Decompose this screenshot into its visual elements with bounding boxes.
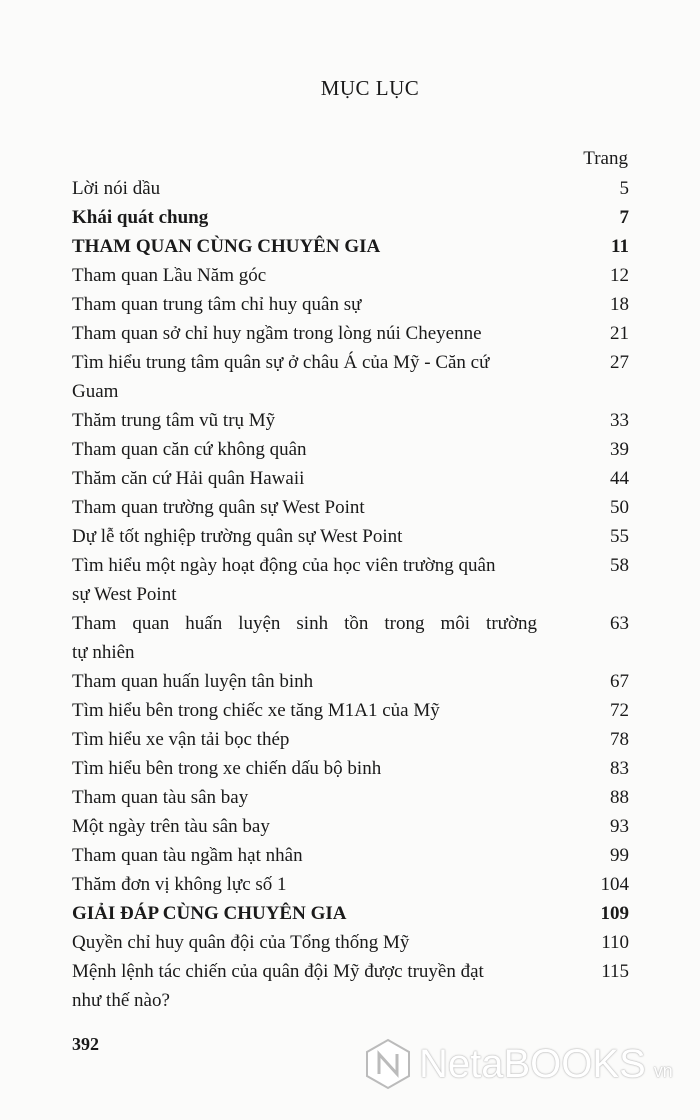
toc-entry-page: 104 bbox=[600, 874, 629, 895]
toc-entry-page: 63 bbox=[610, 613, 629, 634]
toc-entry-page: 50 bbox=[610, 497, 629, 518]
toc-entry bbox=[72, 232, 629, 261]
toc-entry-page: 110 bbox=[601, 932, 629, 953]
toc-entry-title: Quyền chỉ huy quân đội của Tổng thống Mỹ bbox=[72, 932, 410, 953]
toc-entry bbox=[72, 348, 629, 406]
toc-entry-title: Tìm hiểu trung tâm quân sự ở châu Á của Mỹ - Căn cứ bbox=[72, 352, 490, 373]
toc-entry bbox=[72, 870, 629, 899]
toc-entry-page: 11 bbox=[611, 236, 629, 257]
toc-entry-page: 93 bbox=[610, 816, 629, 837]
toc-entry-title: GIẢI ĐÁP CÙNG CHUYÊN GIA bbox=[72, 903, 347, 924]
toc-entry-title: Tham quan Lầu Năm góc bbox=[72, 265, 267, 286]
toc-entry bbox=[72, 841, 629, 870]
toc-entry-page: 21 bbox=[610, 323, 629, 344]
toc-entry-page: 18 bbox=[610, 294, 629, 315]
toc-entry-page: 58 bbox=[610, 555, 629, 576]
toc-entry bbox=[72, 174, 629, 203]
toc-entry-title-continued: tự nhiên bbox=[72, 642, 135, 663]
toc-entry-title: Tìm hiểu một ngày hoạt động của học viên trường quân bbox=[72, 555, 496, 576]
toc-entry-title: Tìm hiểu xe vận tải bọc thép bbox=[72, 729, 290, 750]
toc-entry-page: 12 bbox=[610, 265, 629, 286]
toc-entry-page: 44 bbox=[610, 468, 629, 489]
toc-entry bbox=[72, 957, 629, 1015]
toc-entry bbox=[72, 522, 629, 551]
toc-entry-page: 27 bbox=[610, 352, 629, 373]
toc-entry bbox=[72, 696, 629, 725]
toc-entry bbox=[72, 435, 629, 464]
toc-entry bbox=[72, 667, 629, 696]
toc-entry-page: 99 bbox=[610, 845, 629, 866]
toc-entry bbox=[72, 725, 629, 754]
watermark-logo bbox=[365, 1038, 673, 1090]
toc-entry bbox=[72, 290, 629, 319]
table-of-contents bbox=[72, 174, 629, 1015]
toc-entry-title: Tham quan trung tâm chỉ huy quân sự bbox=[72, 294, 362, 315]
toc-entry-title: Tìm hiểu bên trong xe chiến dấu bộ binh bbox=[72, 758, 382, 779]
toc-entry-page: 78 bbox=[610, 729, 629, 750]
toc-entry bbox=[72, 812, 629, 841]
toc-entry-title: Tham quan sở chỉ huy ngầm trong lòng núi Cheyenne bbox=[72, 323, 482, 344]
toc-entry-title-continued: Guam bbox=[72, 381, 119, 402]
watermark-brand: NetaBOOKS bbox=[419, 1041, 646, 1086]
page-column-label: Trang bbox=[583, 148, 628, 169]
toc-entry-page: 72 bbox=[610, 700, 629, 721]
toc-entry-page: 83 bbox=[610, 758, 629, 779]
toc-entry-page: 55 bbox=[610, 526, 629, 547]
page-number: 392 bbox=[72, 1034, 99, 1054]
toc-entry bbox=[72, 261, 629, 290]
toc-entry bbox=[72, 319, 629, 348]
toc-entry bbox=[72, 609, 629, 667]
toc-entry bbox=[72, 203, 629, 232]
toc-entry bbox=[72, 754, 629, 783]
toc-entry-title-continued: sự West Point bbox=[72, 584, 177, 605]
toc-entry-title: Dự lễ tốt nghiệp trường quân sự West Point bbox=[72, 526, 403, 547]
toc-entry-page: 88 bbox=[610, 787, 629, 808]
watermark-suffix: vn bbox=[653, 1061, 673, 1081]
toc-entry-title: Thăm căn cứ Hải quân Hawaii bbox=[72, 468, 305, 489]
toc-entry-title: Thăm đơn vị không lực số 1 bbox=[72, 874, 287, 895]
toc-entry bbox=[72, 493, 629, 522]
toc-entry-title: Thăm trung tâm vũ trụ Mỹ bbox=[72, 410, 276, 431]
netabooks-logo-icon bbox=[365, 1038, 411, 1090]
toc-entry-title: Tham quan tàu ngầm hạt nhân bbox=[72, 845, 303, 866]
toc-entry bbox=[72, 464, 629, 493]
toc-entry-page: 67 bbox=[610, 671, 629, 692]
toc-entry-page: 115 bbox=[601, 961, 629, 982]
toc-entry-page: 33 bbox=[610, 410, 629, 431]
toc-entry-page: 39 bbox=[610, 439, 629, 460]
toc-entry-title: Tham quan huấn luyện tân binh bbox=[72, 671, 314, 692]
toc-entry-title: Khái quát chung bbox=[72, 207, 209, 228]
toc-entry-title: Tham quan huấn luyện sinh tồn trong môi trường bbox=[72, 613, 537, 634]
toc-entry bbox=[72, 899, 629, 928]
toc-entry bbox=[72, 406, 629, 435]
toc-entry-title: Tham quan căn cứ không quân bbox=[72, 439, 307, 460]
toc-entry-page: 7 bbox=[619, 207, 629, 228]
toc-entry-page: 5 bbox=[619, 178, 629, 199]
toc-entry-title-continued: như thế nào? bbox=[72, 990, 170, 1011]
toc-entry bbox=[72, 928, 629, 957]
toc-entry-title: Mệnh lệnh tác chiến của quân đội Mỹ được truyền đạt bbox=[72, 961, 484, 982]
toc-entry bbox=[72, 783, 629, 812]
toc-entry-title: Một ngày trên tàu sân bay bbox=[72, 816, 270, 837]
toc-entry-page: 109 bbox=[600, 903, 629, 924]
toc-entry bbox=[72, 551, 629, 609]
toc-entry-title: Lời nói dầu bbox=[72, 178, 161, 199]
toc-entry-title: Tham quan trường quân sự West Point bbox=[72, 497, 365, 518]
page-title: MỤC LỤC bbox=[320, 76, 420, 100]
toc-entry-title: Tìm hiểu bên trong chiếc xe tăng M1A1 của Mỹ bbox=[72, 700, 440, 721]
toc-entry-title: THAM QUAN CÙNG CHUYÊN GIA bbox=[72, 236, 381, 257]
toc-entry-title: Tham quan tàu sân bay bbox=[72, 787, 249, 808]
